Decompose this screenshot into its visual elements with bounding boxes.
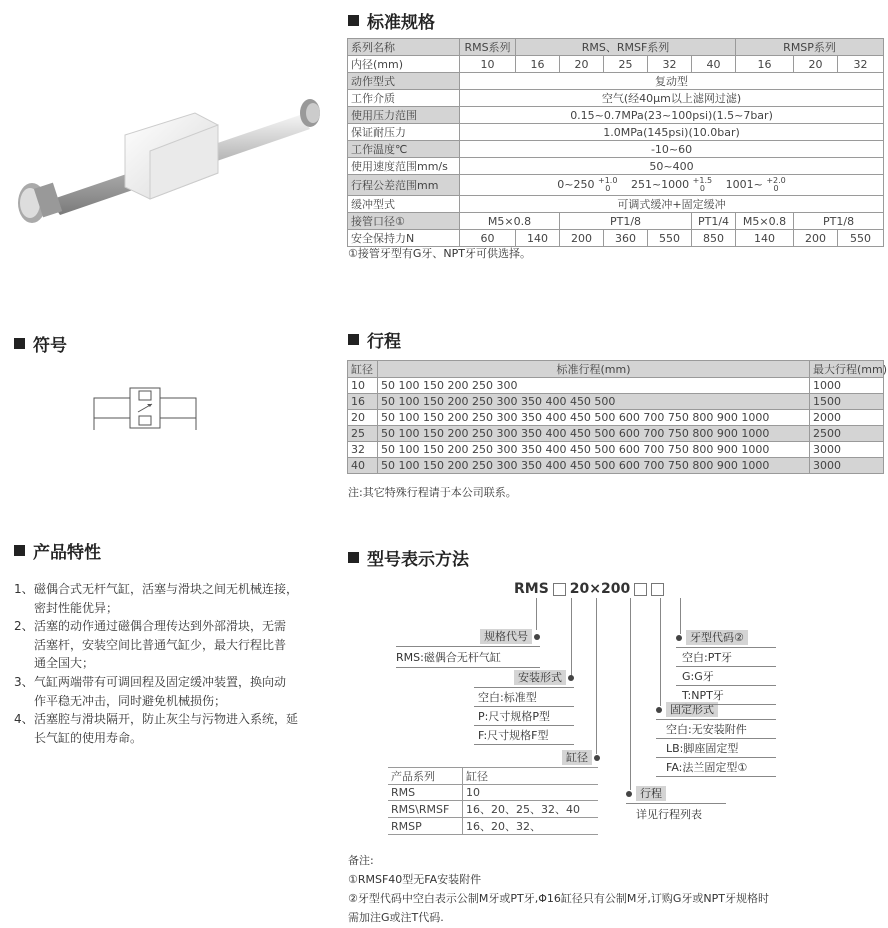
feature-item	[14, 673, 334, 710]
mount-item: P:尺寸规格P型	[474, 707, 574, 726]
spec-row-value: 1.0MPa(145psi)(10.0bar)	[460, 124, 884, 141]
cushion-value: 可调式缓冲+固定缓冲	[460, 196, 884, 213]
spec-row-label: 使用速度范围mm/s	[348, 158, 460, 175]
symbol-title-text: 符号	[33, 336, 67, 356]
notes-line: 需加注G或注T代码.	[348, 911, 444, 924]
bore-cell: 32	[838, 56, 884, 73]
dot-icon	[568, 675, 574, 681]
features-list	[14, 580, 334, 747]
stroke-max: 3000	[810, 458, 884, 474]
model-title-text: 型号表示方法	[367, 550, 469, 570]
stroke-bore: 10	[348, 378, 378, 394]
dot-icon	[656, 707, 662, 713]
dot-icon	[594, 755, 600, 761]
stroke-values: 50 100 150 200 250 300 350 400 450 500	[378, 394, 810, 410]
port-cell: M5×0.8	[460, 213, 560, 230]
spec-code-value: RMS:磁偶合无杆气缸	[396, 646, 540, 668]
force-cell: 850	[692, 230, 736, 247]
port-label: 接管口径①	[348, 213, 460, 230]
bore-cell: 20	[794, 56, 838, 73]
force-cell: 140	[516, 230, 560, 247]
notes-title: 备注:	[348, 854, 374, 867]
feature-number: 1、	[14, 582, 34, 596]
stroke-values: 50 100 150 200 250 300 350 400 450 500 600 700 750 800 900 1000	[378, 426, 810, 442]
connector-line	[596, 598, 597, 754]
bore-series: 产品系列	[388, 768, 463, 785]
fix-item: FA:法兰固定型①	[656, 758, 776, 777]
tolerance-upper: +1.0	[598, 176, 618, 185]
stroke-max: 2000	[810, 410, 884, 426]
fix-item: LB:脚座固定型	[656, 739, 776, 758]
features-title-text: 产品特性	[33, 543, 101, 563]
bore-cell: 10	[460, 56, 516, 73]
mount-item: F:尺寸规格F型	[474, 726, 574, 745]
spec-row-value: -10~60	[460, 141, 884, 158]
bore-cell: 16	[736, 56, 794, 73]
mount-block	[474, 666, 574, 745]
dot-icon	[626, 791, 632, 797]
feature-line: 活塞的动作通过磁偶合理传达到外部滑块，无需	[34, 619, 287, 634]
spec-row-value: 50~400	[460, 158, 884, 175]
stroke-bore: 20	[348, 410, 378, 426]
stroke-bore: 25	[348, 426, 378, 442]
stroke-values: 50 100 150 200 250 300 350 400 450 500 600 700 750 800 900 1000	[378, 410, 810, 426]
tolerance-lower: 0	[605, 184, 611, 193]
symbol-section-title	[14, 331, 67, 356]
dot-icon	[676, 635, 682, 641]
tolerance-value	[460, 175, 884, 196]
bore-cell: 40	[692, 56, 736, 73]
notes-line: ①RMSF40型无FA安装附件	[348, 873, 482, 886]
thread-block	[676, 626, 776, 705]
fix-item: 空白:无安装附件	[656, 720, 776, 739]
square-bullet-icon	[348, 552, 359, 563]
bore-series: RMS\RMSF	[388, 801, 463, 818]
thread-item: G:G牙	[676, 667, 776, 686]
tolerance-range: 0~250	[557, 178, 595, 191]
tolerance-range: 1001~	[725, 178, 763, 191]
bore-block	[388, 746, 600, 835]
force-cell: 360	[604, 230, 648, 247]
thread-item: T:NPT牙	[676, 686, 776, 705]
spec-row-label: 使用压力范围	[348, 107, 460, 124]
stroke-code-block	[626, 782, 726, 824]
spec-row-value: 0.15~0.7MPa(23~100psi)(1.5~7bar)	[460, 107, 884, 124]
tolerance-lower: 0	[699, 184, 705, 193]
spec-title-text: 标准规格	[367, 13, 435, 33]
stroke-header-bore: 缸径	[348, 361, 378, 378]
bore-cell: 16	[516, 56, 560, 73]
stroke-values: 50 100 150 200 250 300 350 400 450 500 600 700 750 800 900 1000	[378, 458, 810, 474]
feature-number: 3、	[14, 674, 34, 689]
features-section-title	[14, 538, 101, 563]
notes-line: ②牙型代码中空白表示公制M牙或PT牙,Φ16缸径只有公制M牙,订购G牙或NPT牙规格时	[348, 892, 769, 905]
cylinder-symbol	[92, 378, 204, 438]
connector-line	[571, 598, 572, 676]
stroke-values: 50 100 150 200 250 300 350 400 450 500 600 700 750 800 900 1000	[378, 442, 810, 458]
stroke-bore: 16	[348, 394, 378, 410]
tolerance-lower: 0	[773, 184, 779, 193]
bore-values: 16、20、25、32、40	[463, 801, 599, 818]
stroke-max: 1500	[810, 394, 884, 410]
connector-line	[660, 598, 661, 706]
stroke-max: 3000	[810, 442, 884, 458]
spec-row-label: 动作型式	[348, 73, 460, 90]
placeholder-box	[651, 583, 664, 596]
stroke-values: 50 100 150 200 250 300	[378, 378, 810, 394]
notes-block	[348, 851, 769, 927]
port-cell: PT1/8	[794, 213, 884, 230]
port-cell: PT1/4	[692, 213, 736, 230]
spec-header-rmsf: RMS、RMSF系列	[516, 39, 736, 56]
bore-cell: 25	[604, 56, 648, 73]
thread-item: 空白:PT牙	[676, 648, 776, 667]
square-bullet-icon	[14, 338, 25, 349]
feature-item	[14, 617, 334, 673]
tolerance-upper: +2.0	[766, 176, 786, 185]
feature-line: 作平稳无冲击，同时避免机械损伤；	[34, 693, 227, 708]
feature-line: 活塞杆，安装空间比普通气缸少，最大行程比普	[34, 637, 287, 652]
stroke-title-text: 行程	[367, 332, 401, 352]
placeholder-box	[634, 583, 647, 596]
force-cell: 550	[648, 230, 692, 247]
spec-header-rmsp: RMSP系列	[736, 39, 884, 56]
mount-item: 空白:标准型	[474, 688, 574, 707]
stroke-header-standard: 标准行程(mm)	[378, 361, 810, 378]
bore-values: 10	[463, 785, 599, 801]
feature-line: 磁偶合式无杆气缸，活塞与滑块之间无机械连接，	[34, 582, 299, 596]
bore-table	[388, 767, 598, 835]
spec-header-label: 系列名称	[348, 39, 460, 56]
stroke-bore: 32	[348, 442, 378, 458]
stroke-header-max: 最大行程(mm)	[810, 361, 884, 378]
square-bullet-icon	[348, 334, 359, 345]
model-section-title	[348, 545, 469, 570]
fix-label: 固定形式	[666, 702, 718, 717]
force-cell: 200	[560, 230, 604, 247]
bore-values: 缸径	[463, 768, 599, 785]
feature-line: 长气缸的使用寿命。	[34, 730, 143, 745]
spec-row-label: 工作温度℃	[348, 141, 460, 158]
feature-line: 密封性能优异；	[34, 600, 119, 615]
stroke-bore: 40	[348, 458, 378, 474]
force-cell: 60	[460, 230, 516, 247]
stroke-code-label: 行程	[636, 786, 666, 801]
feature-line: 通全国大；	[34, 656, 95, 671]
spec-row-value: 空气(经40μm以上滤网过滤)	[460, 90, 884, 107]
stroke-note: 注:其它特殊行程请于本公司联系。	[348, 486, 517, 499]
bore-cell: 32	[648, 56, 692, 73]
thread-label: 牙型代码②	[686, 630, 748, 645]
stroke-table	[347, 360, 888, 474]
feature-item	[14, 580, 334, 617]
square-bullet-icon	[348, 15, 359, 26]
stroke-max: 1000	[810, 378, 884, 394]
spec-code-label: 规格代号	[480, 629, 532, 644]
feature-number: 2、	[14, 619, 34, 634]
stroke-section-title	[348, 327, 401, 352]
spec-row-value: 复动型	[460, 73, 884, 90]
model-code	[514, 581, 664, 597]
force-label: 安全保持力N	[348, 230, 460, 247]
stroke-code-value: 详见行程列表	[626, 803, 726, 824]
spec-row-label: 保证耐压力	[348, 124, 460, 141]
force-cell: 140	[736, 230, 794, 247]
force-cell: 550	[838, 230, 884, 247]
model-middle: 20×200	[569, 581, 631, 597]
feature-number: 4、	[14, 712, 34, 727]
model-prefix: RMS	[514, 581, 549, 597]
port-cell: M5×0.8	[736, 213, 794, 230]
bore-series: RMS	[388, 785, 463, 801]
spec-table	[347, 38, 884, 247]
spec-code-block	[396, 625, 540, 668]
placeholder-box	[553, 583, 566, 596]
feature-line: 活塞腔与滑块隔开，防止灰尘与污物进入系统，延	[34, 712, 299, 727]
spec-section-title	[348, 8, 435, 33]
bore-series: RMSP	[388, 818, 463, 835]
bore-values: 16、20、32、	[463, 818, 599, 835]
connector-line	[630, 598, 631, 790]
force-cell: 200	[794, 230, 838, 247]
fix-block	[656, 698, 776, 777]
bore-code-label: 缸径	[562, 750, 592, 765]
product-image	[10, 95, 330, 235]
square-bullet-icon	[14, 545, 25, 556]
spec-row-label: 工作介质	[348, 90, 460, 107]
feature-item	[14, 710, 334, 747]
spec-note: ①接管牙型有G牙、NPT牙可供选择。	[348, 247, 531, 260]
bore-label: 内径(mm)	[348, 56, 460, 73]
stroke-max: 2500	[810, 426, 884, 442]
port-cell: PT1/8	[560, 213, 692, 230]
spec-header-rms: RMS系列	[460, 39, 516, 56]
cushion-label: 缓冲型式	[348, 196, 460, 213]
tolerance-label: 行程公差范围mm	[348, 175, 460, 196]
tolerance-upper: +1.5	[692, 176, 713, 185]
dot-icon	[534, 634, 540, 640]
bore-cell: 20	[560, 56, 604, 73]
tolerance-range: 251~1000	[630, 178, 690, 191]
mount-label: 安装形式	[514, 670, 566, 685]
feature-line: 气缸两端带有可调回程及固定缓冲装置，换向动	[34, 674, 287, 689]
